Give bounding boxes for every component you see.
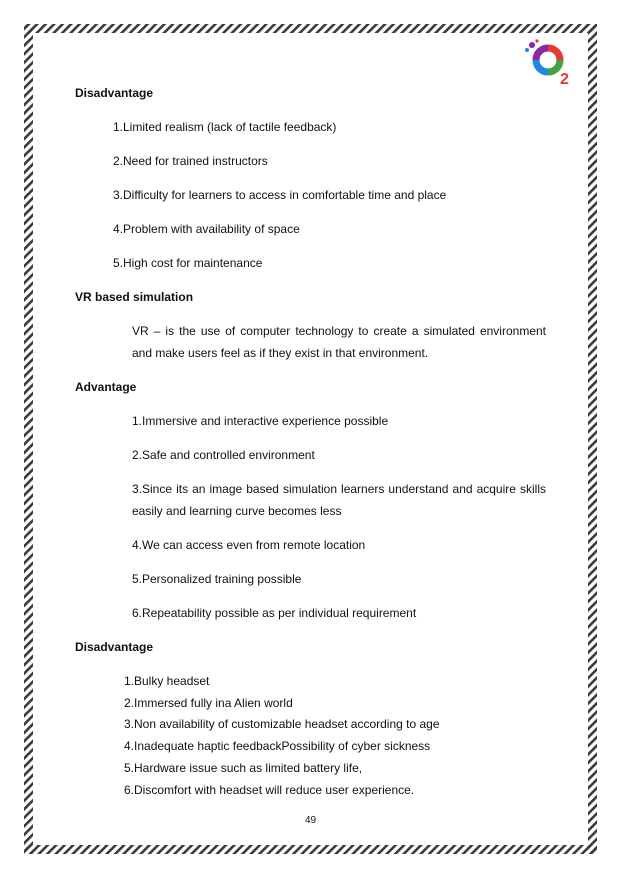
list-item: 1.Immersive and interactive experience possible <box>132 414 389 428</box>
list-item: 6.Discomfort with headset will reduce user experience. <box>124 783 415 797</box>
list-item: 5.High cost for maintenance <box>113 256 263 270</box>
section-heading-disadvantage: Disadvantage <box>75 86 154 100</box>
page-number: 49 <box>304 815 317 826</box>
vr-definition-paragraph: VR – is the use of computer technology to create a simulated environment and make users feel as if they exist in that environment. <box>132 324 546 360</box>
list-item: 4.We can access even from remote location <box>132 538 366 552</box>
list-item: 1.Bulky headset <box>124 674 210 688</box>
svg-text:2: 2 <box>560 71 569 88</box>
list-item: 2.Safe and controlled environment <box>132 448 315 462</box>
list-item: 5.Personalized training possible <box>132 572 302 586</box>
section-heading-disadvantage-vr: Disadvantage <box>75 640 154 654</box>
list-item: 6.Repeatability possible as per individual requirement <box>132 606 417 620</box>
section-heading-vr-simulation: VR based simulation <box>75 290 194 304</box>
section-heading-advantage: Advantage <box>75 380 137 394</box>
list-item: 4.Inadequate haptic feedbackPossibility of cyber sickness <box>124 739 431 753</box>
list-item: 3.Since its an image based simulation learners understand and acquire skills easily and learning curve becomes less <box>132 482 546 518</box>
list-item: 2.Immersed fully ina Alien world <box>124 696 293 710</box>
list-item: 1.Limited realism (lack of tactile feedback) <box>113 120 337 134</box>
list-item: 2.Need for trained instructors <box>113 154 268 168</box>
list-item: 3.Non availability of customizable headset according to age <box>124 717 440 731</box>
list-item: 3.Difficulty for learners to access in comfortable time and place <box>113 188 447 202</box>
list-item: 5.Hardware issue such as limited battery life, <box>124 761 363 775</box>
list-item: 4.Problem with availability of space <box>113 222 300 236</box>
